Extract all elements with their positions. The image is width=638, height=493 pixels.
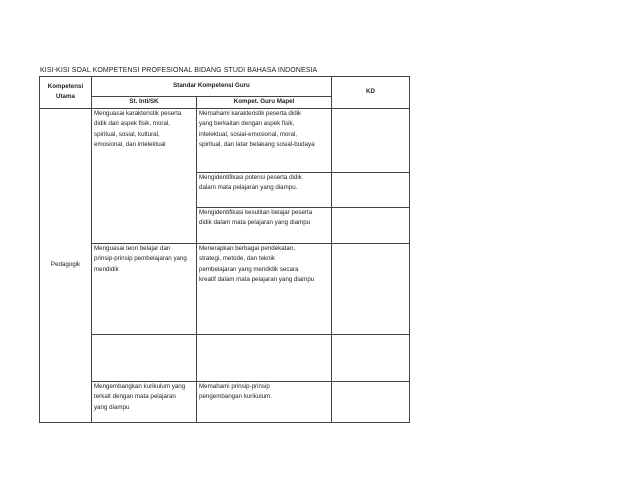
kompetensi-utama-cell: Pedagogik [40,108,92,422]
st-inti-cell [92,334,197,381]
header-standar-kompetensi: Standar Kompetensi Guru [92,77,332,97]
kompet-guru-cell: Memahami karakteristik peserta didik yang berkaitan dengan aspek fisik, intelektual, sosial-emosional, moral, spiritual, dan latar belakang sosial-budaya [197,108,332,172]
kd-cell [332,108,410,172]
kompet-guru-cell: Menerapkan berbagai pendekatan, strategi, metode, dan teknik pembelajaran yang mendidik secara kreatif dalam mata pelajaran yang diampu [197,243,332,303]
kd-cell [332,243,410,303]
st-inti-cell [92,303,197,334]
st-inti-cell: Menguasai teori belajar dan prinsip-prinsip pembelajaran yang mendidik [92,243,197,303]
header-kompet-guru: Kompet. Guru Mapel [197,97,332,109]
kd-cell [332,334,410,381]
kompet-guru-cell [197,334,332,381]
kompet-guru-cell [197,303,332,334]
header-st-inti: St. Inti/SK [92,97,197,109]
st-inti-cell: Menguasai karakteristik peserta didik dari aspek fisik, moral, spiritual, sosial, kultural, emosional, dan intelektual [92,108,197,243]
kd-cell [332,172,410,207]
kisi-kisi-table [39,76,410,423]
kompet-guru-cell: Mengidentifikasi potensi peserta didik dalam mata pelajaran yang diampu. [197,172,332,207]
document-title: KISI-KISI SOAL KOMPETENSI PROFESIONAL BIDANG STUDI BAHASA INDONESIA [40,67,318,74]
kd-cell [332,207,410,243]
header-kompetensi-utama: Kompetensi Utama [40,77,92,109]
kompet-guru-cell: Memahami prinsip-prinsip pengembangan kurikulum. [197,381,332,422]
kompet-guru-cell: Mengidentifikasi kesulitan belajar peserta didik dalam mata pelajaran yang diampu [197,207,332,243]
kd-cell [332,381,410,422]
kd-cell [332,303,410,334]
header-kd: KD [332,77,410,109]
st-inti-cell: Mengembangkan kurikulum yang terkait dengan mata pelajaran yang diampu [92,381,197,422]
